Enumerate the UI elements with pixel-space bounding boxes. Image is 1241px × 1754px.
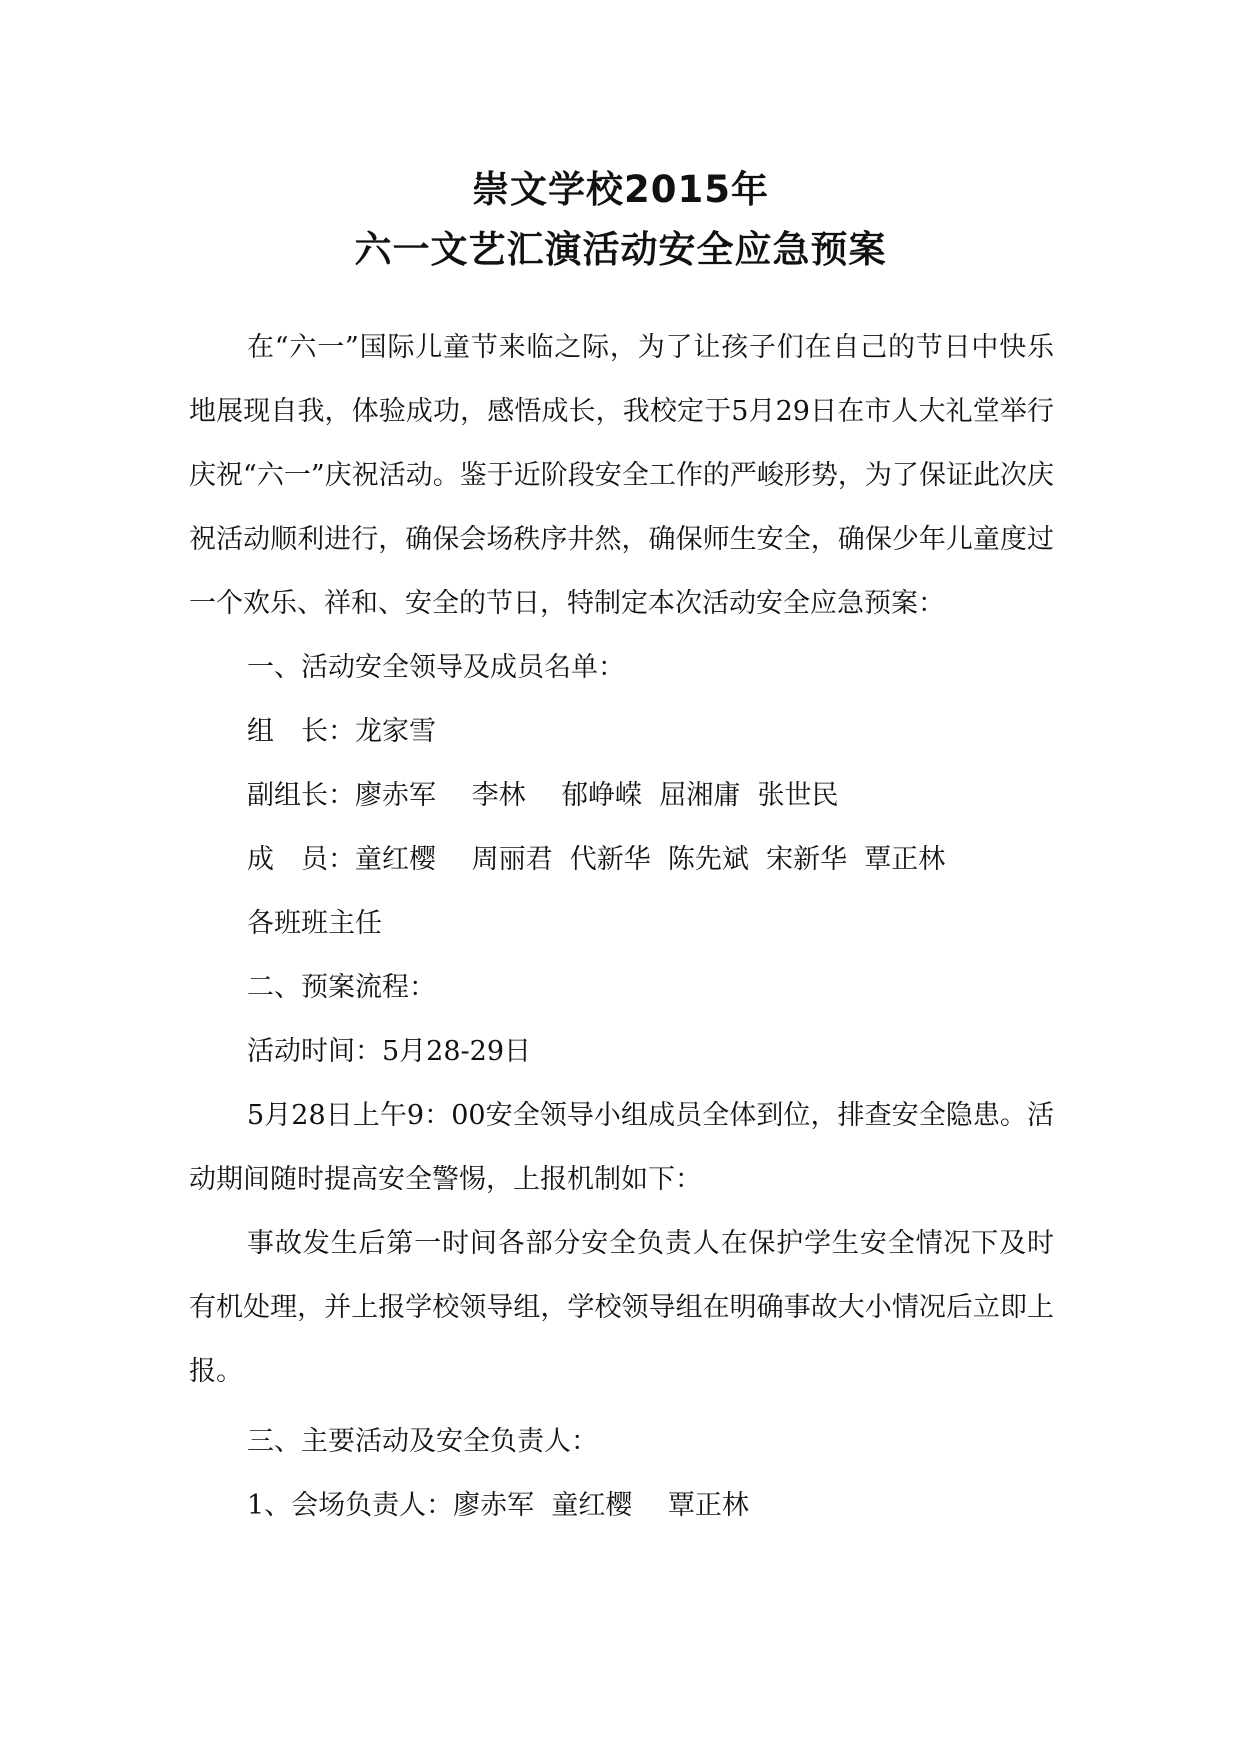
section-heading-procedure: 二、预案流程： [247,972,436,1003]
title-line-school-year: 崇文学校2015年 [472,168,769,211]
leader-line: 组 长：龙家雪 [247,716,436,747]
document-body [189,316,1054,1538]
deputy-leaders-line: 副组长：廖赤军 李林 郁峥嵘 屈湘庸 张世民 [247,780,839,811]
section-heading-leadership: 一、活动安全领导及成员名单： [247,652,625,683]
intro-paragraph: 在“六一”国际儿童节来临之际，为了让孩子们在自己的节日中快乐地展现自我，体验成功，感悟成长，我校定于5月29日在市人大礼堂举行庆祝“六一”庆祝活动。鉴于近阶段安全工作的严峻形势，为了保证此次庆祝活动顺利进行，确保会场秩序井然，确保师生安全，确保少年儿童度过一个欢乐、祥和、安全的节日，特制定本次活动安全应急预案： [189,332,1054,619]
members-line: 成 员：童红樱 周丽君 代新华 陈先斌 宋新华 覃正林 [247,844,946,875]
document-title [0,160,1241,280]
venue-responsible-line: 1、会场负责人：廖赤军 童红樱 覃正林 [247,1490,749,1521]
procedure-paragraph-1: 5月28日上午9：00安全领导小组成员全体到位，排查安全隐患。活动期间随时提高安全警惕，上报机制如下： [189,1100,1054,1195]
activity-time-line: 活动时间：5月28-29日 [247,1036,532,1067]
section-heading-responsibilities: 三、主要活动及安全负责人： [247,1426,598,1457]
title-line-plan-name: 六一文艺汇演活动安全应急预案 [354,228,887,271]
procedure-paragraph-2: 事故发生后第一时间各部分安全负责人在保护学生安全情况下及时有机处理，并上报学校领导组，学校领导组在明确事故大小情况后立即上报。 [189,1228,1054,1387]
members-extra-line: 各班班主任 [247,908,382,939]
